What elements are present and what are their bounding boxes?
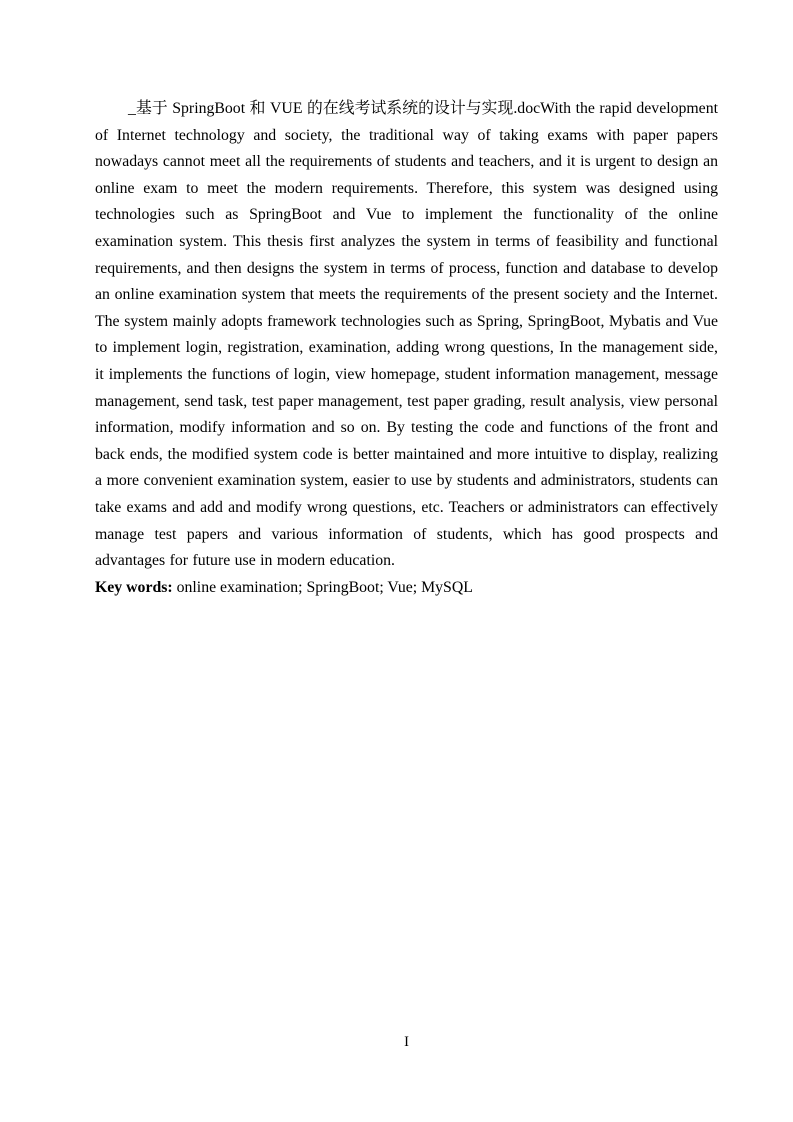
abstract-body-text: With the rapid development of Internet technology and society, the traditional way of taking exams with paper papers nowadays cannot meet all the requirements of students and teachers, and it is urgent to design an online exam to meet the modern requirements. Therefore, this system was designed using technologies such as SpringBoot and Vue to implement the functionality of the online examination system. This thesis first analyzes the system in terms of feasibility and functional requirements, and then designs the system in terms of process, function and database to develop an online examination system that meets the requirements of the present society and the Internet. The system mainly adopts framework technologies such as Spring, SpringBoot, Mybatis and Vue to implement login, registration, examination, adding wrong questions, In the management side, it implements the functions of login, view homepage, student information management, message management, send task, test paper management, test paper grading, result analysis, view personal information, modify information and so on. By testing the code and functions of the front and back ends, the modified system code is better maintained and more intuitive to display, realizing a more convenient examination system, easier to use by students and administrators, students can take exams and add and modify wrong questions, etc. Teachers or administrators can effectively manage test papers and various information of students, which has good prospects and advantages for future use in modern education.	[95, 100, 718, 570]
abstract-paragraph	[95, 96, 718, 575]
keywords-label: Key words:	[95, 578, 173, 596]
abstract-section	[95, 96, 718, 601]
keywords-paragraph	[95, 575, 718, 602]
keywords-value: online examination; SpringBoot; Vue; MySQL	[176, 578, 473, 596]
page-footer	[95, 1033, 718, 1051]
page-number: I	[404, 1034, 409, 1050]
document-title-cn: _基于 SpringBoot 和 VUE 的在线考试系统的设计与实现.doc	[128, 100, 541, 117]
